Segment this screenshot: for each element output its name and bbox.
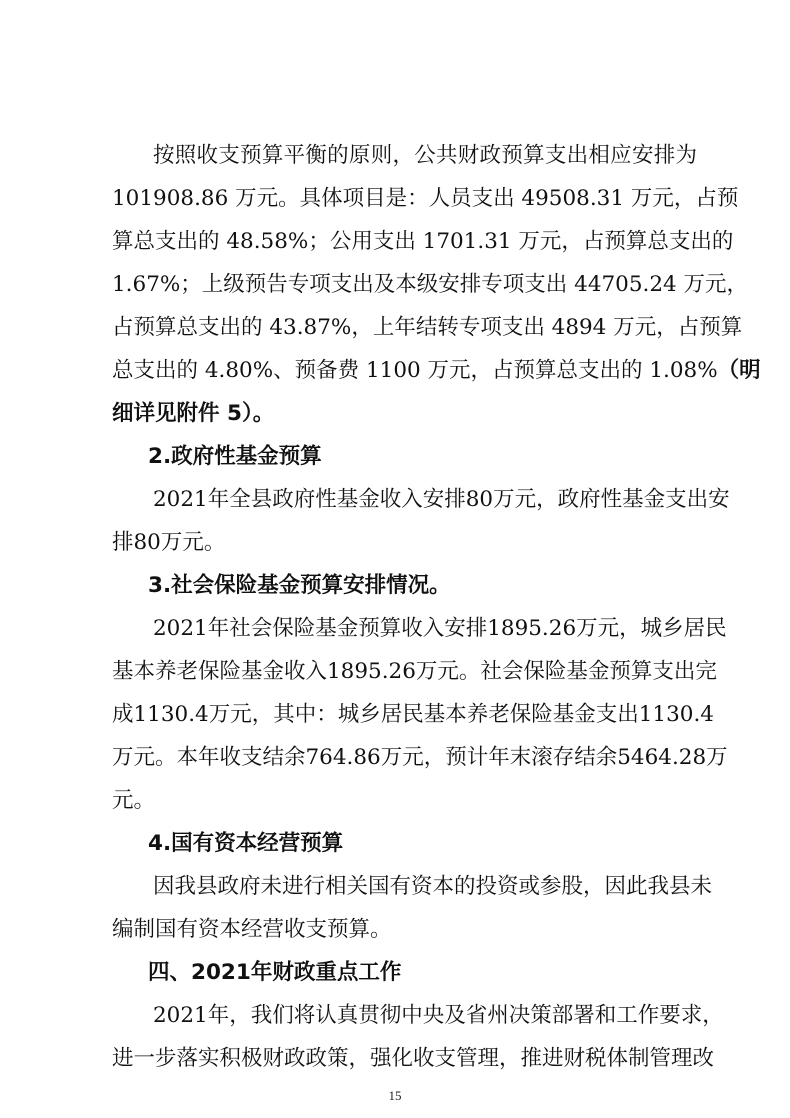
paragraph-line: 成1130.4万元，其中：城乡居民基本养老保险基金支出1130.4 (112, 702, 714, 727)
paragraph-line: 2021年，我们将认真贯彻中央及省州决策部署和工作要求， (153, 1003, 724, 1028)
section-heading: 2.政府性基金预算 (148, 444, 322, 469)
paragraph-line: 基本养老保险基金收入1895.26万元。社会保险基金预算支出完 (112, 659, 717, 684)
section-heading: 4.国有资本经营预算 (148, 831, 344, 856)
paragraph-line: 2021年社会保险基金预算收入安排1895.26万元，城乡居民 (153, 616, 727, 641)
paragraph-line: 算总支出的 48.58%；公用支出 1701.31 万元，占预算总支出的 (112, 229, 734, 254)
page-number: 15 (388, 1088, 402, 1103)
paragraph-line: 2021年全县政府性基金收入安排80万元，政府性基金支出安 (153, 487, 730, 512)
paragraph-line: 编制国有资本经营收支预算。 (112, 917, 392, 942)
paragraph-line: 万元。本年收支结余764.86万元，预计年末滚存结余5464.28万 (112, 745, 728, 770)
paragraph-line (112, 354, 761, 388)
paragraph-text: 总支出的 4.80%、预备费 1100 万元，占预算总支出的 1.08% (112, 358, 718, 383)
section-heading: 3.社会保险基金预算安排情况。 (148, 573, 451, 598)
paragraph-line: 1.67%；上级预告专项支出及本级安排专项支出 44705.24 万元， (112, 272, 749, 297)
paragraph-line: 因我县政府未进行相关国有资本的投资或参股，因此我县未 (153, 874, 713, 899)
paragraph-line: 占预算总支出的 43.87%，上年结转专项支出 4894 万元，占预算 (112, 315, 743, 340)
paragraph-line: 按照收支预算平衡的原则，公共财政预算支出相应安排为 (153, 143, 697, 168)
paragraph-line: 排80万元。 (112, 530, 226, 555)
paragraph-line: 进一步落实积极财政政策，强化收支管理，推进财税体制管理改 (112, 1046, 715, 1071)
paragraph-line: 细详见附件 5）。 (112, 401, 275, 426)
paragraph-bold-text: （明 (717, 358, 761, 383)
paragraph-line: 101908.86 万元。具体项目是：人员支出 49508.31 万元，占预 (112, 186, 739, 211)
section-heading: 四、2021年财政重点工作 (148, 960, 402, 985)
paragraph-line: 元。 (112, 788, 156, 813)
